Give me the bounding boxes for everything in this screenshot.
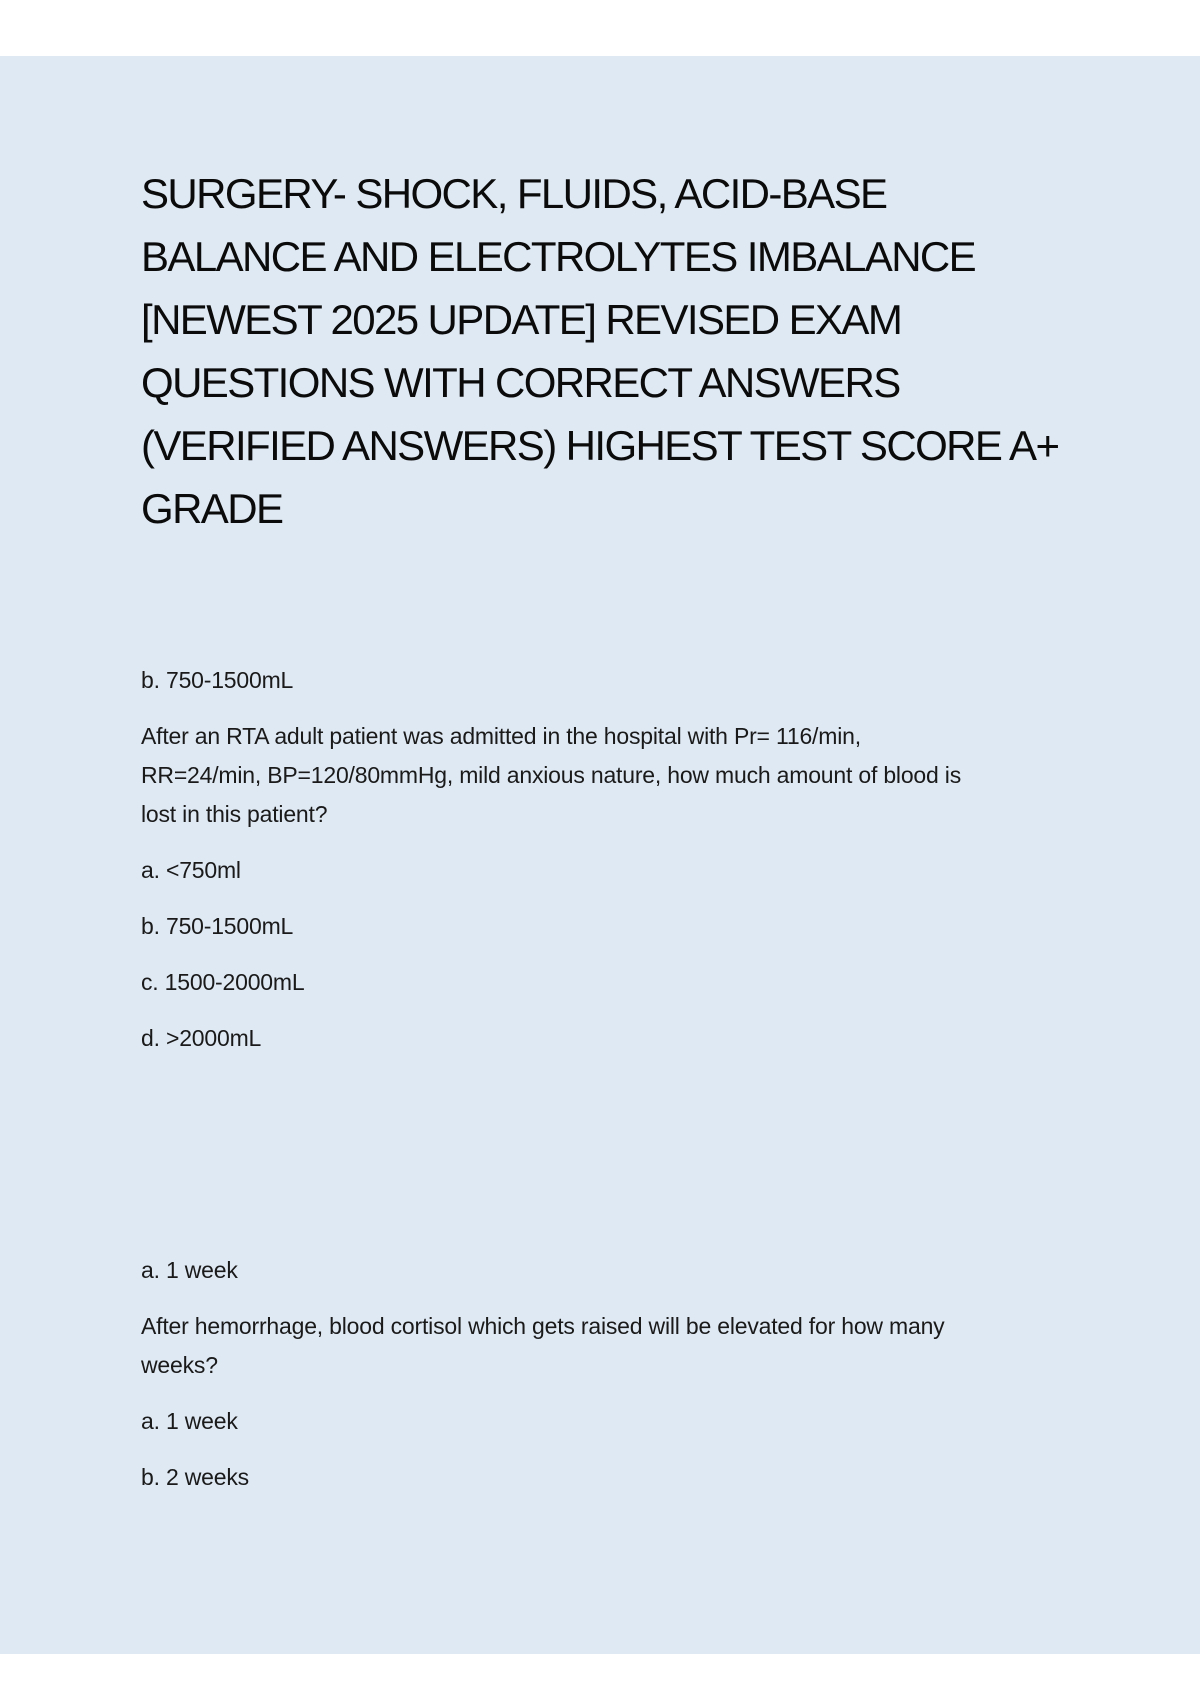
question-line: After hemorrhage, blood cortisol which gets raised will be elevated for how many	[141, 1313, 945, 1339]
question-line: weeks?	[141, 1352, 218, 1378]
question-block-1	[141, 661, 1071, 1058]
question-line: RR=24/min, BP=120/80mmHg, mild anxious nature, how much amount of blood is	[141, 762, 962, 788]
question-block-2	[141, 1251, 1071, 1497]
question-line: lost in this patient?	[141, 801, 328, 827]
option-c: c. 1500-2000mL	[141, 969, 305, 995]
option-a: a. <750ml	[141, 857, 241, 883]
question-line: After an RTA adult patient was admitted in the hospital with Pr= 116/min,	[141, 723, 861, 749]
option-b: b. 2 weeks	[141, 1464, 249, 1490]
option-a: a. 1 week	[141, 1408, 238, 1434]
answer-text: a. 1 week	[141, 1257, 238, 1283]
document-page	[0, 56, 1200, 1654]
document-title: SURGERY- SHOCK, FLUIDS, ACID-BASE BALANCE AND ELECTROLYTES IMBALANCE [NEWEST 2025 UPDATE] REVISED EXAM QUESTIONS WITH CORRECT ANSWERS (VERIFIED ANSWERS) HIGHEST TEST SCORE A+ GRADE	[141, 170, 1059, 532]
option-d: d. >2000mL	[141, 1025, 262, 1051]
option-b: b. 750-1500mL	[141, 913, 294, 939]
answer-text: b. 750-1500mL	[141, 667, 294, 693]
